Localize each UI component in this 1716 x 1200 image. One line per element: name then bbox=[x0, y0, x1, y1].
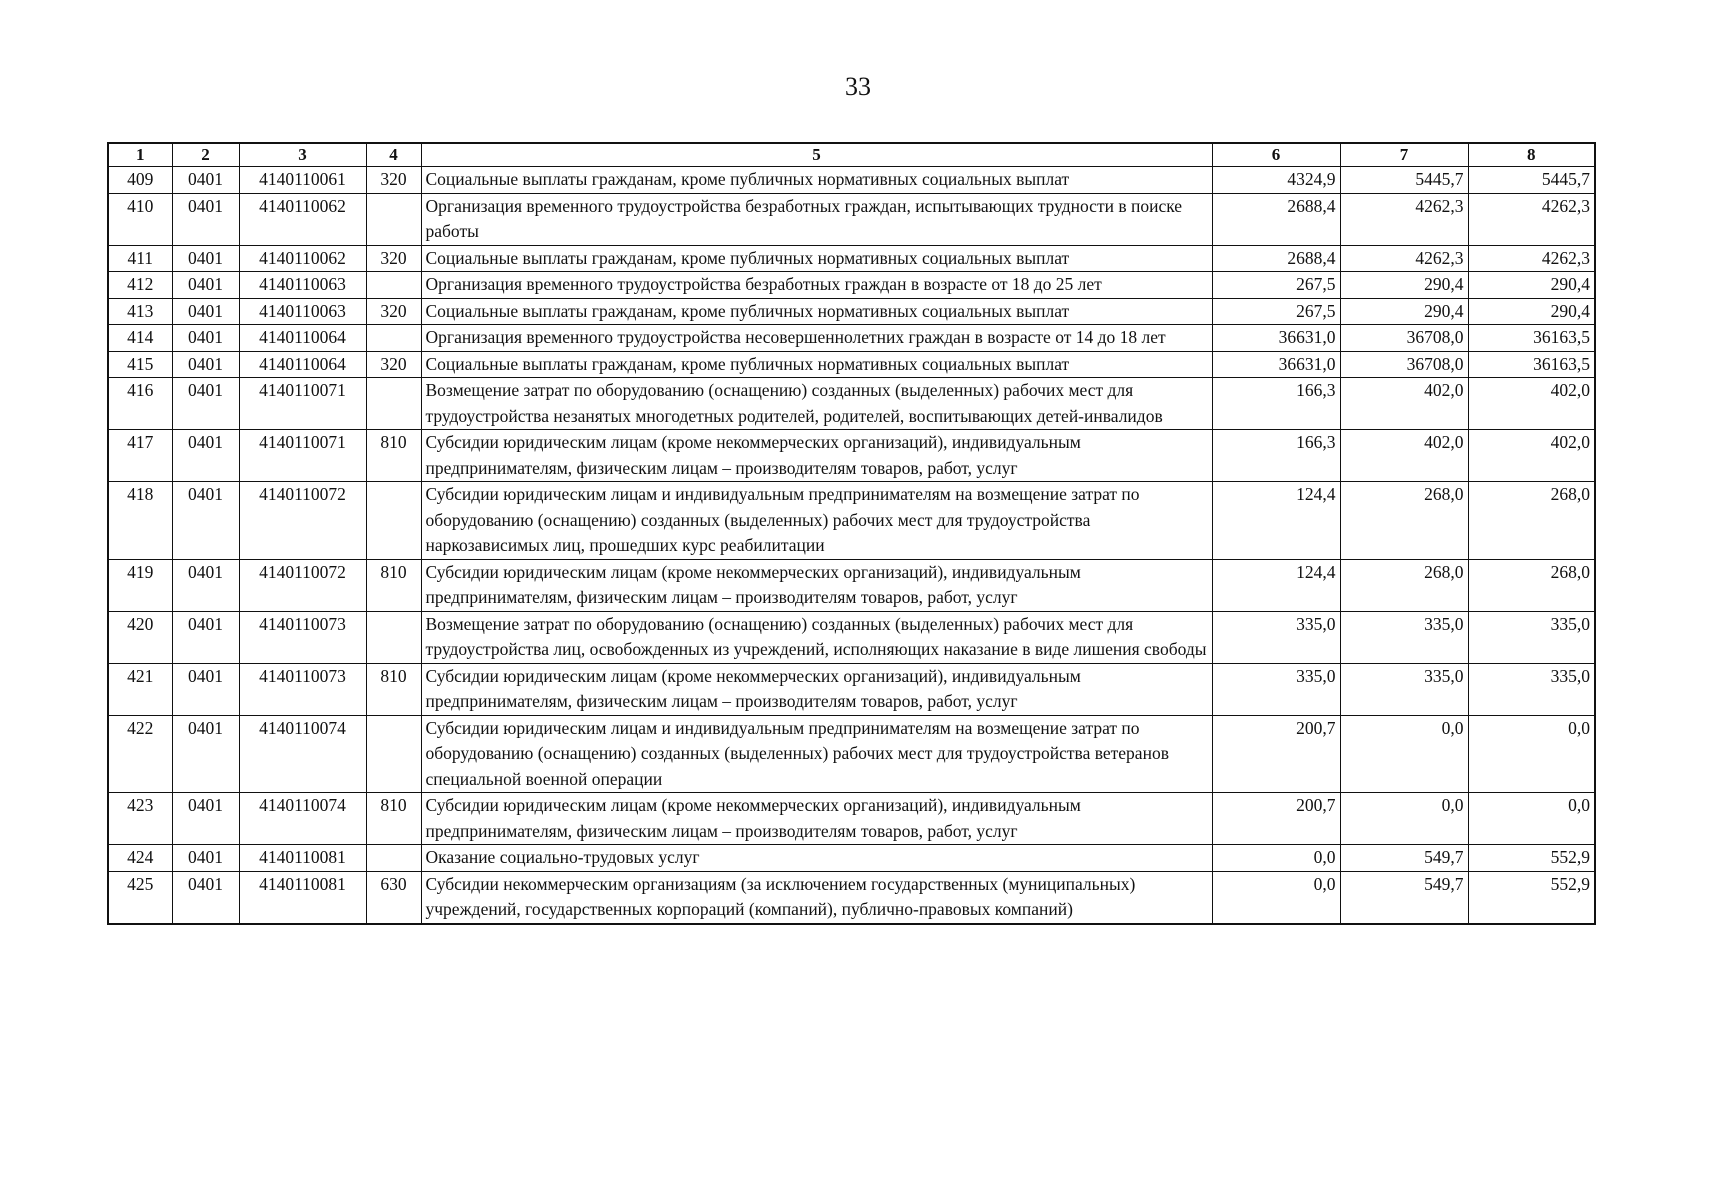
target-article-code: 4140110073 bbox=[239, 663, 366, 715]
expense-type-code: 320 bbox=[366, 298, 421, 325]
row-number: 419 bbox=[108, 559, 172, 611]
target-article-code: 4140110081 bbox=[239, 871, 366, 924]
table-row bbox=[108, 482, 1595, 560]
expense-type-code bbox=[366, 845, 421, 872]
target-article-code: 4140110063 bbox=[239, 272, 366, 299]
expense-type-code bbox=[366, 611, 421, 663]
value-col-8: 552,9 bbox=[1468, 871, 1595, 924]
header-col-6: 6 bbox=[1212, 143, 1340, 167]
value-col-7: 290,4 bbox=[1340, 298, 1468, 325]
value-col-8: 402,0 bbox=[1468, 430, 1595, 482]
value-col-6: 267,5 bbox=[1212, 298, 1340, 325]
row-description: Оказание социально-трудовых услуг bbox=[421, 845, 1212, 872]
section-code: 0401 bbox=[172, 663, 239, 715]
row-description: Субсидии некоммерческим организациям (за исключением государственных (муниципальных) учреждений, государственных корпораций (компаний), публично-правовых компаний) bbox=[421, 871, 1212, 924]
row-description: Субсидии юридическим лицам (кроме некоммерческих организаций), индивидуальным предпринимателям, физическим лицам – производителям товаров, работ, услуг bbox=[421, 559, 1212, 611]
value-col-8: 5445,7 bbox=[1468, 167, 1595, 194]
section-code: 0401 bbox=[172, 430, 239, 482]
value-col-8: 4262,3 bbox=[1468, 245, 1595, 272]
row-number: 420 bbox=[108, 611, 172, 663]
expense-type-code bbox=[366, 715, 421, 793]
header-col-3: 3 bbox=[239, 143, 366, 167]
value-col-7: 0,0 bbox=[1340, 793, 1468, 845]
row-description: Возмещение затрат по оборудованию (оснащению) созданных (выделенных) рабочих мест для трудоустройства незанятых многодетных родителей, родителей, воспитывающих детей-инвалидов bbox=[421, 378, 1212, 430]
value-col-6: 335,0 bbox=[1212, 611, 1340, 663]
header-col-5: 5 bbox=[421, 143, 1212, 167]
section-code: 0401 bbox=[172, 845, 239, 872]
value-col-6: 124,4 bbox=[1212, 482, 1340, 560]
row-number: 417 bbox=[108, 430, 172, 482]
row-number: 423 bbox=[108, 793, 172, 845]
row-description: Субсидии юридическим лицам (кроме некоммерческих организаций), индивидуальным предпринимателям, физическим лицам – производителям товаров, работ, услуг bbox=[421, 663, 1212, 715]
expense-type-code: 320 bbox=[366, 167, 421, 194]
value-col-7: 4262,3 bbox=[1340, 193, 1468, 245]
row-description: Социальные выплаты гражданам, кроме публичных нормативных социальных выплат bbox=[421, 351, 1212, 378]
row-number: 418 bbox=[108, 482, 172, 560]
value-col-7: 36708,0 bbox=[1340, 351, 1468, 378]
table-row bbox=[108, 378, 1595, 430]
header-col-4: 4 bbox=[366, 143, 421, 167]
target-article-code: 4140110064 bbox=[239, 325, 366, 352]
table-row bbox=[108, 845, 1595, 872]
table-row bbox=[108, 611, 1595, 663]
value-col-8: 4262,3 bbox=[1468, 193, 1595, 245]
section-code: 0401 bbox=[172, 871, 239, 924]
row-number: 422 bbox=[108, 715, 172, 793]
value-col-6: 200,7 bbox=[1212, 715, 1340, 793]
section-code: 0401 bbox=[172, 193, 239, 245]
table-row bbox=[108, 715, 1595, 793]
expense-type-code: 810 bbox=[366, 663, 421, 715]
value-col-7: 5445,7 bbox=[1340, 167, 1468, 194]
row-number: 425 bbox=[108, 871, 172, 924]
table-row bbox=[108, 167, 1595, 194]
value-col-8: 290,4 bbox=[1468, 272, 1595, 299]
value-col-7: 290,4 bbox=[1340, 272, 1468, 299]
table-row bbox=[108, 871, 1595, 924]
section-code: 0401 bbox=[172, 715, 239, 793]
expense-type-code: 630 bbox=[366, 871, 421, 924]
row-description: Субсидии юридическим лицам и индивидуальным предпринимателям на возмещение затрат по оборудованию (оснащению) созданных (выделенных) рабочих мест для трудоустройства ветеранов специальной военной операции bbox=[421, 715, 1212, 793]
value-col-6: 124,4 bbox=[1212, 559, 1340, 611]
value-col-6: 0,0 bbox=[1212, 871, 1340, 924]
section-code: 0401 bbox=[172, 245, 239, 272]
target-article-code: 4140110063 bbox=[239, 298, 366, 325]
table-row bbox=[108, 351, 1595, 378]
row-description: Организация временного трудоустройства безработных граждан в возрасте от 18 до 25 лет bbox=[421, 272, 1212, 299]
section-code: 0401 bbox=[172, 351, 239, 378]
value-col-8: 0,0 bbox=[1468, 793, 1595, 845]
row-number: 410 bbox=[108, 193, 172, 245]
target-article-code: 4140110072 bbox=[239, 559, 366, 611]
value-col-7: 549,7 bbox=[1340, 845, 1468, 872]
target-article-code: 4140110074 bbox=[239, 793, 366, 845]
row-description: Организация временного трудоустройства несовершеннолетних граждан в возрасте от 14 до 18 лет bbox=[421, 325, 1212, 352]
section-code: 0401 bbox=[172, 793, 239, 845]
target-article-code: 4140110071 bbox=[239, 378, 366, 430]
table-row bbox=[108, 193, 1595, 245]
header-col-7: 7 bbox=[1340, 143, 1468, 167]
expense-type-code: 320 bbox=[366, 245, 421, 272]
expense-type-code bbox=[366, 325, 421, 352]
section-code: 0401 bbox=[172, 611, 239, 663]
value-col-8: 36163,5 bbox=[1468, 325, 1595, 352]
value-col-8: 335,0 bbox=[1468, 663, 1595, 715]
value-col-7: 402,0 bbox=[1340, 430, 1468, 482]
value-col-6: 166,3 bbox=[1212, 378, 1340, 430]
expense-type-code: 320 bbox=[366, 351, 421, 378]
target-article-code: 4140110073 bbox=[239, 611, 366, 663]
section-code: 0401 bbox=[172, 482, 239, 560]
target-article-code: 4140110081 bbox=[239, 845, 366, 872]
table-row bbox=[108, 430, 1595, 482]
row-number: 413 bbox=[108, 298, 172, 325]
expense-type-code: 810 bbox=[366, 430, 421, 482]
value-col-6: 4324,9 bbox=[1212, 167, 1340, 194]
expense-type-code: 810 bbox=[366, 559, 421, 611]
table-row bbox=[108, 663, 1595, 715]
section-code: 0401 bbox=[172, 272, 239, 299]
value-col-6: 36631,0 bbox=[1212, 325, 1340, 352]
target-article-code: 4140110072 bbox=[239, 482, 366, 560]
row-number: 414 bbox=[108, 325, 172, 352]
value-col-8: 335,0 bbox=[1468, 611, 1595, 663]
value-col-7: 549,7 bbox=[1340, 871, 1468, 924]
value-col-8: 268,0 bbox=[1468, 559, 1595, 611]
target-article-code: 4140110064 bbox=[239, 351, 366, 378]
header-col-2: 2 bbox=[172, 143, 239, 167]
value-col-8: 552,9 bbox=[1468, 845, 1595, 872]
value-col-6: 2688,4 bbox=[1212, 193, 1340, 245]
section-code: 0401 bbox=[172, 325, 239, 352]
value-col-6: 0,0 bbox=[1212, 845, 1340, 872]
section-code: 0401 bbox=[172, 167, 239, 194]
value-col-6: 335,0 bbox=[1212, 663, 1340, 715]
section-code: 0401 bbox=[172, 378, 239, 430]
value-col-8: 402,0 bbox=[1468, 378, 1595, 430]
table-row bbox=[108, 793, 1595, 845]
section-code: 0401 bbox=[172, 298, 239, 325]
value-col-6: 267,5 bbox=[1212, 272, 1340, 299]
row-number: 424 bbox=[108, 845, 172, 872]
table-row bbox=[108, 245, 1595, 272]
value-col-6: 166,3 bbox=[1212, 430, 1340, 482]
header-col-1: 1 bbox=[108, 143, 172, 167]
target-article-code: 4140110062 bbox=[239, 245, 366, 272]
value-col-8: 36163,5 bbox=[1468, 351, 1595, 378]
value-col-7: 36708,0 bbox=[1340, 325, 1468, 352]
table-row bbox=[108, 272, 1595, 299]
row-description: Социальные выплаты гражданам, кроме публичных нормативных социальных выплат bbox=[421, 245, 1212, 272]
row-number: 421 bbox=[108, 663, 172, 715]
target-article-code: 4140110071 bbox=[239, 430, 366, 482]
expense-type-code bbox=[366, 272, 421, 299]
target-article-code: 4140110062 bbox=[239, 193, 366, 245]
value-col-6: 2688,4 bbox=[1212, 245, 1340, 272]
value-col-7: 402,0 bbox=[1340, 378, 1468, 430]
row-number: 411 bbox=[108, 245, 172, 272]
table-row bbox=[108, 325, 1595, 352]
row-description: Организация временного трудоустройства безработных граждан, испытывающих трудности в поиске работы bbox=[421, 193, 1212, 245]
expense-type-code bbox=[366, 193, 421, 245]
expense-type-code bbox=[366, 378, 421, 430]
value-col-7: 268,0 bbox=[1340, 482, 1468, 560]
value-col-8: 0,0 bbox=[1468, 715, 1595, 793]
row-description: Субсидии юридическим лицам (кроме некоммерческих организаций), индивидуальным предпринимателям, физическим лицам – производителям товаров, работ, услуг bbox=[421, 793, 1212, 845]
value-col-7: 4262,3 bbox=[1340, 245, 1468, 272]
row-description: Социальные выплаты гражданам, кроме публичных нормативных социальных выплат bbox=[421, 167, 1212, 194]
header-col-8: 8 bbox=[1468, 143, 1595, 167]
value-col-7: 335,0 bbox=[1340, 611, 1468, 663]
expense-type-code bbox=[366, 482, 421, 560]
header-row bbox=[108, 143, 1595, 167]
row-number: 412 bbox=[108, 272, 172, 299]
row-description: Возмещение затрат по оборудованию (оснащению) созданных (выделенных) рабочих мест для трудоустройства лиц, освобожденных из учреждений, исполняющих наказание в виде лишения свободы bbox=[421, 611, 1212, 663]
table-row bbox=[108, 298, 1595, 325]
row-description: Социальные выплаты гражданам, кроме публичных нормативных социальных выплат bbox=[421, 298, 1212, 325]
budget-table bbox=[107, 142, 1596, 925]
value-col-6: 36631,0 bbox=[1212, 351, 1340, 378]
target-article-code: 4140110074 bbox=[239, 715, 366, 793]
row-number: 416 bbox=[108, 378, 172, 430]
value-col-7: 335,0 bbox=[1340, 663, 1468, 715]
row-number: 409 bbox=[108, 167, 172, 194]
row-description: Субсидии юридическим лицам и индивидуальным предпринимателям на возмещение затрат по оборудованию (оснащению) созданных (выделенных) рабочих мест для трудоустройства наркозависимых лиц, прошедших курс реабилитации bbox=[421, 482, 1212, 560]
value-col-6: 200,7 bbox=[1212, 793, 1340, 845]
page-number: 33 bbox=[845, 72, 871, 101]
row-description: Субсидии юридическим лицам (кроме некоммерческих организаций), индивидуальным предпринимателям, физическим лицам – производителям товаров, работ, услуг bbox=[421, 430, 1212, 482]
table-row bbox=[108, 559, 1595, 611]
value-col-7: 268,0 bbox=[1340, 559, 1468, 611]
value-col-8: 268,0 bbox=[1468, 482, 1595, 560]
value-col-8: 290,4 bbox=[1468, 298, 1595, 325]
section-code: 0401 bbox=[172, 559, 239, 611]
value-col-7: 0,0 bbox=[1340, 715, 1468, 793]
expense-type-code: 810 bbox=[366, 793, 421, 845]
target-article-code: 4140110061 bbox=[239, 167, 366, 194]
row-number: 415 bbox=[108, 351, 172, 378]
